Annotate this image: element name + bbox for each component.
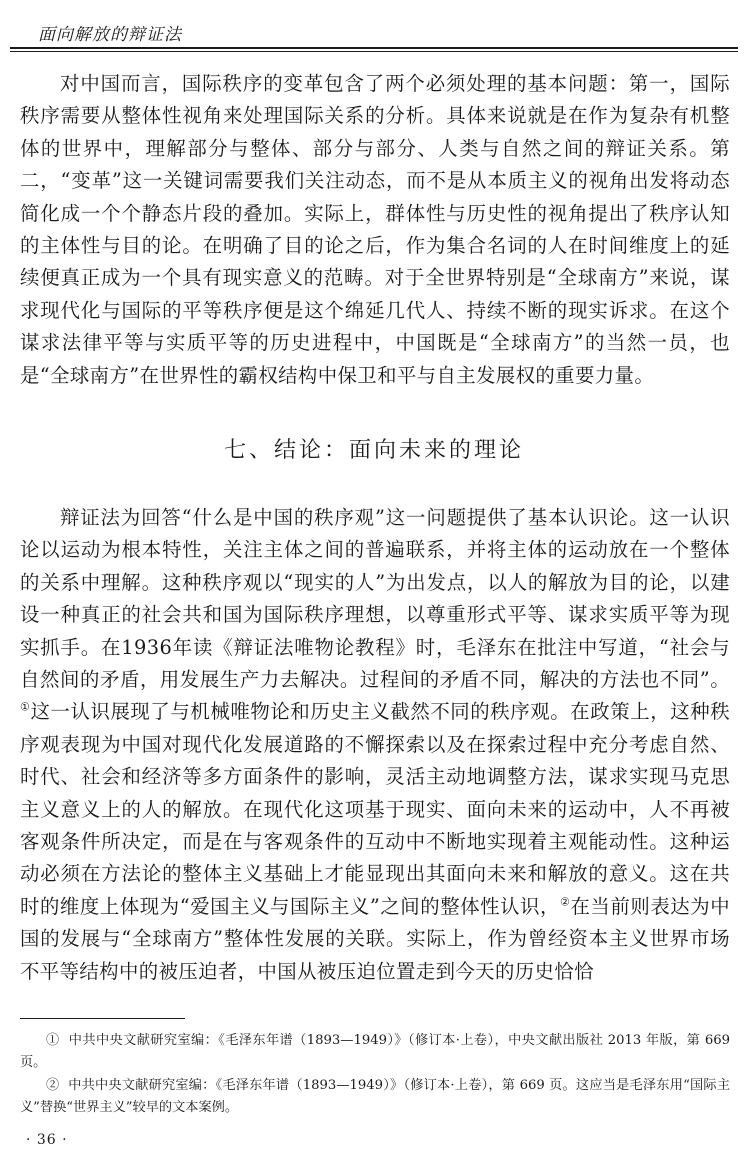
footnote-separator (20, 1018, 185, 1019)
footnote-ref-2[interactable]: ② (560, 895, 571, 909)
footnote-1 (20, 1030, 730, 1074)
paragraph-2-text-c: 在当前则表达为中国的发展与“全球南方”整体性发展的关联。实际上，作为曾经资本主义世界市场不平等结构中的被压迫者，中国从被压迫位置走到今天的历史恰恰 (20, 894, 731, 983)
header-rule-thick (10, 47, 738, 49)
paragraph-2-text-a: 辩证法为回答“什么是中国的秩序观”这一问题提供了基本认识论。这一认识论以运动为根本特性，关注主体之间的普遍联系，并将主体的运动放在一个整体的关系中理解。这种秩序观以“现实的人”为出发点，以人的解放为目的论，以建设一种真正的社会共和国为国际秩序理想，以尊重形式平等、谋求实质平等为现实抓手。在1936年读《辩证法唯物论教程》时，毛泽东在批注中写道，“社会与自然间的矛盾，用发展生产力去解决。过程间的矛盾不同，解决的方法也不同”。 (20, 506, 730, 692)
section-title: 七、结论：面向未来的理论 (223, 438, 524, 463)
footnote-2-marker: ② (46, 1078, 60, 1093)
footnote-1-text: 中共中央文献研究室编：《毛泽东年谱（1893—1949）》（修订本·上卷），中央文献出版社 2013 年版，第 669 页。 (20, 1033, 731, 1070)
body-paragraph-1: 对中国而言，国际秩序的变革包含了两个必须处理的基本问题：第一，国际秩序需要从整体性视角来处理国际关系的分析。具体来说就是在作为复杂有机整体的世界中，理解部分与整体、部分与部分、人类与自然之间的辩证关系。第二，“变革”这一关键词需要我们关注动态，而不是从本质主义的视角出发将动态简化成一个个静态片段的叠加。实际上，群体性与历史性的视角提出了秩序认知的主体性与目的论。在明确了目的论之后，作为集合名词的人在时间维度上的延续便真正成为一个具有现实意义的范畴。对于全世界特别是“全球南方”来说，谋求现代化与国际的平等秩序便是这个绵延几代人、持续不断的现实诉求。在这个谋求法律平等与实质平等的历史进程中，中国既是“全球南方”的当然一员，也是“全球南方”在世界性的霸权结构中保卫和平与自主发展权的重要力量。 (20, 72, 730, 387)
page-number: · 36 · (26, 1132, 68, 1148)
footnote-2 (20, 1075, 730, 1119)
paragraph-2-text-b: 这一认识展现了与机械唯物论和历史主义截然不同的秩序观。在政策上，这种秩序观表现为中国对现代化发展道路的不懈探索以及在探索过程中充分考虑自然、时代、社会和经济等多方面条件的影响，灵活主动地调整方法，谋求实现马克思主义意义上的人的解放。在现代化这项基于现实、面向未来的运动中，人不再被客观条件所决定，而是在与客观条件的互动中不断地实现着主观能动性。这种运动必须在方法论的整体主义基础上才能显现出其面向未来和解放的意义。这在共时的维度上体现为“爱国主义与国际主义”之间的整体性认识， (20, 700, 730, 918)
running-title: 面向解放的辩证法 (38, 25, 182, 45)
running-header (0, 0, 748, 48)
footnote-1-marker: ① (46, 1033, 60, 1048)
footnote-ref-1[interactable]: ① (20, 700, 31, 714)
header-rule-thin (10, 51, 738, 52)
footnote-2-text: 中共中央文献研究室编：《毛泽东年谱（1893—1949）》（修订本·上卷），第 669 页。这应当是毛泽东用“国际主义”替换“世界主义”较早的文本案例。 (20, 1078, 731, 1115)
body-paragraph-2 (20, 502, 730, 988)
